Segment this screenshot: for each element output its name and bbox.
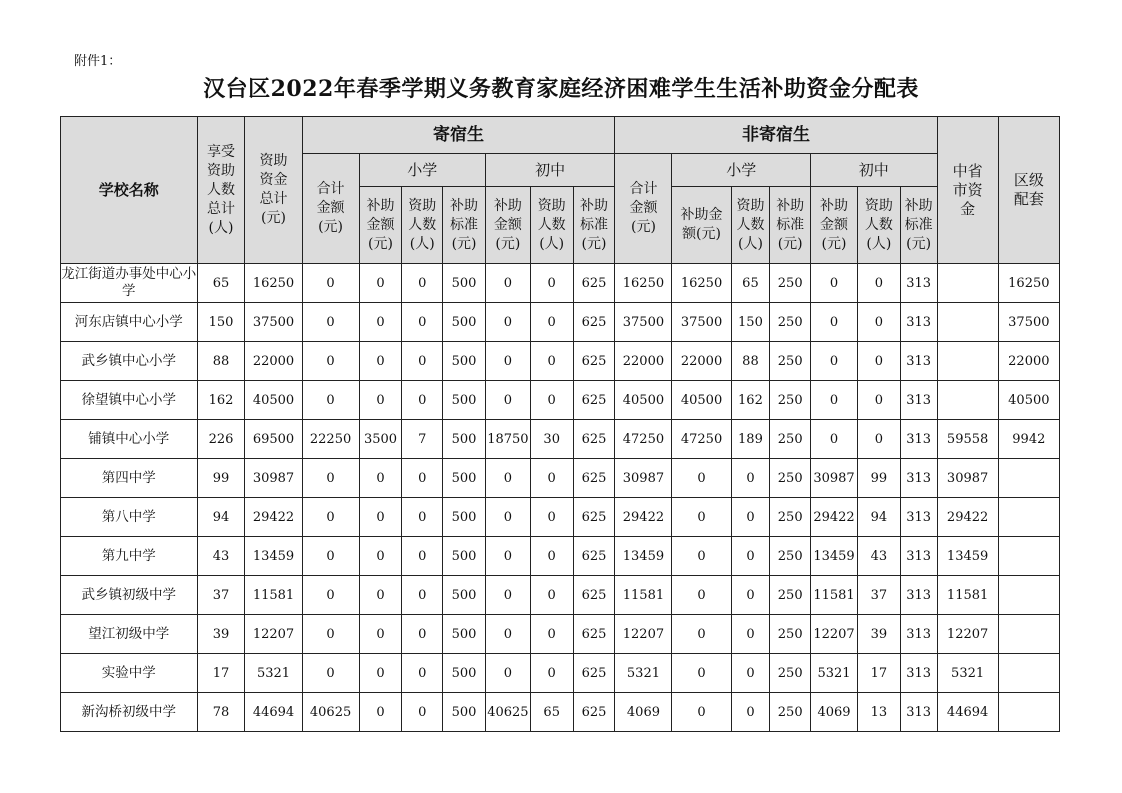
cell-b-primary-standard: 500 xyxy=(443,498,486,537)
cell-total-people: 65 xyxy=(197,264,245,303)
cell-nb-junior-standard: 313 xyxy=(900,537,937,576)
cell-nb-junior-standard: 313 xyxy=(900,420,937,459)
cell-nb-primary-count: 0 xyxy=(731,576,770,615)
header-boarding-primary: 小学 xyxy=(359,154,485,187)
cell-b-primary-count: 0 xyxy=(402,381,443,420)
cell-nb-junior-count: 0 xyxy=(857,420,900,459)
cell-b-primary-amount: 0 xyxy=(359,654,402,693)
cell-nb-primary-amount: 0 xyxy=(672,498,731,537)
cell-b-primary-count: 0 xyxy=(402,342,443,381)
cell-b-primary-standard: 500 xyxy=(443,459,486,498)
cell-nb-primary-standard: 250 xyxy=(770,420,811,459)
cell-nb-junior-standard: 313 xyxy=(900,498,937,537)
header-nonboarding-subtotal: 合计金额(元) xyxy=(615,154,672,264)
cell-nb-primary-standard: 250 xyxy=(770,576,811,615)
header-nb-primary-count: 资助人数(人) xyxy=(731,187,770,264)
cell-school-name: 望江初级中学 xyxy=(61,615,198,654)
cell-central-provincial: 44694 xyxy=(937,693,998,732)
cell-total-amount: 13459 xyxy=(245,537,302,576)
cell-total-amount: 5321 xyxy=(245,654,302,693)
cell-b-junior-standard: 625 xyxy=(573,459,615,498)
cell-b-primary-standard: 500 xyxy=(443,420,486,459)
cell-district: 16250 xyxy=(998,264,1059,303)
cell-b-primary-amount: 0 xyxy=(359,615,402,654)
cell-b-primary-amount: 0 xyxy=(359,459,402,498)
cell-central-provincial xyxy=(937,342,998,381)
cell-total-amount: 69500 xyxy=(245,420,302,459)
cell-b-junior-standard: 625 xyxy=(573,537,615,576)
cell-central-provincial: 11581 xyxy=(937,576,998,615)
table-row xyxy=(61,264,1060,303)
cell-total-amount: 16250 xyxy=(245,264,302,303)
cell-district xyxy=(998,459,1059,498)
cell-nonboarding-subtotal: 47250 xyxy=(615,420,672,459)
cell-boarding-subtotal: 0 xyxy=(302,342,359,381)
cell-b-primary-standard: 500 xyxy=(443,264,486,303)
cell-central-provincial xyxy=(937,264,998,303)
cell-school-name: 铺镇中心小学 xyxy=(61,420,198,459)
cell-nb-primary-standard: 250 xyxy=(770,264,811,303)
cell-nb-junior-count: 0 xyxy=(857,381,900,420)
cell-nb-junior-amount: 0 xyxy=(811,381,858,420)
cell-nb-junior-amount: 12207 xyxy=(811,615,858,654)
cell-total-amount: 40500 xyxy=(245,381,302,420)
cell-b-junior-standard: 625 xyxy=(573,303,615,342)
cell-central-provincial: 5321 xyxy=(937,654,998,693)
cell-nonboarding-subtotal: 13459 xyxy=(615,537,672,576)
cell-b-junior-count: 65 xyxy=(530,693,573,732)
cell-boarding-subtotal: 0 xyxy=(302,459,359,498)
cell-b-junior-standard: 625 xyxy=(573,576,615,615)
cell-nb-primary-amount: 0 xyxy=(672,654,731,693)
table-row xyxy=(61,342,1060,381)
cell-b-primary-standard: 500 xyxy=(443,303,486,342)
cell-nb-primary-count: 0 xyxy=(731,498,770,537)
cell-district xyxy=(998,654,1059,693)
cell-nonboarding-subtotal: 29422 xyxy=(615,498,672,537)
header-central-provincial: 中省市资金 xyxy=(937,117,998,264)
cell-nb-junior-count: 0 xyxy=(857,342,900,381)
cell-school-name: 徐望镇中心小学 xyxy=(61,381,198,420)
cell-nb-primary-count: 150 xyxy=(731,303,770,342)
cell-total-amount: 22000 xyxy=(245,342,302,381)
cell-total-people: 88 xyxy=(197,342,245,381)
cell-nb-junior-amount: 0 xyxy=(811,420,858,459)
cell-b-primary-amount: 0 xyxy=(359,693,402,732)
cell-b-junior-standard: 625 xyxy=(573,264,615,303)
cell-b-junior-amount: 0 xyxy=(485,459,530,498)
table-row xyxy=(61,537,1060,576)
cell-nb-junior-standard: 313 xyxy=(900,459,937,498)
cell-total-people: 99 xyxy=(197,459,245,498)
cell-b-junior-count: 0 xyxy=(530,654,573,693)
cell-nb-junior-standard: 313 xyxy=(900,693,937,732)
cell-b-primary-count: 7 xyxy=(402,420,443,459)
cell-b-junior-amount: 0 xyxy=(485,381,530,420)
attachment-label: 附件1： xyxy=(74,54,122,69)
cell-nb-junior-count: 17 xyxy=(857,654,900,693)
cell-nb-junior-count: 0 xyxy=(857,264,900,303)
cell-total-amount: 44694 xyxy=(245,693,302,732)
cell-total-people: 94 xyxy=(197,498,245,537)
cell-nonboarding-subtotal: 4069 xyxy=(615,693,672,732)
allocation-table xyxy=(60,116,1060,732)
table-row xyxy=(61,381,1060,420)
cell-boarding-subtotal: 0 xyxy=(302,303,359,342)
cell-nb-junior-amount: 29422 xyxy=(811,498,858,537)
cell-nonboarding-subtotal: 5321 xyxy=(615,654,672,693)
cell-b-primary-standard: 500 xyxy=(443,615,486,654)
cell-nb-primary-amount: 0 xyxy=(672,537,731,576)
cell-nb-junior-amount: 0 xyxy=(811,303,858,342)
cell-school-name: 第八中学 xyxy=(61,498,198,537)
cell-b-primary-count: 0 xyxy=(402,537,443,576)
cell-b-primary-count: 0 xyxy=(402,693,443,732)
table-body xyxy=(61,264,1060,732)
header-nb-primary-standard: 补助标准(元) xyxy=(770,187,811,264)
cell-nb-junior-amount: 13459 xyxy=(811,537,858,576)
cell-b-junior-amount: 18750 xyxy=(485,420,530,459)
cell-total-people: 37 xyxy=(197,576,245,615)
cell-school-name: 武乡镇初级中学 xyxy=(61,576,198,615)
cell-boarding-subtotal: 0 xyxy=(302,615,359,654)
cell-nb-primary-standard: 250 xyxy=(770,381,811,420)
cell-school-name: 武乡镇中心小学 xyxy=(61,342,198,381)
cell-nb-junior-standard: 313 xyxy=(900,342,937,381)
page-title: 汉台区2022年春季学期义务教育家庭经济困难学生生活补助资金分配表 xyxy=(203,76,919,102)
table-row xyxy=(61,498,1060,537)
header-nb-junior-count: 资助人数(人) xyxy=(857,187,900,264)
cell-nb-junior-standard: 313 xyxy=(900,303,937,342)
cell-b-primary-standard: 500 xyxy=(443,537,486,576)
cell-total-people: 43 xyxy=(197,537,245,576)
cell-nb-primary-amount: 0 xyxy=(672,615,731,654)
cell-b-junior-count: 0 xyxy=(530,576,573,615)
header-b-primary-count: 资助人数(人) xyxy=(402,187,443,264)
cell-b-primary-amount: 0 xyxy=(359,381,402,420)
header-nb-junior-amount: 补助金额(元) xyxy=(811,187,858,264)
cell-total-amount: 29422 xyxy=(245,498,302,537)
cell-b-primary-count: 0 xyxy=(402,264,443,303)
cell-b-junior-count: 0 xyxy=(530,303,573,342)
cell-nb-junior-standard: 313 xyxy=(900,654,937,693)
header-b-primary-amount: 补助金额(元) xyxy=(359,187,402,264)
cell-total-people: 17 xyxy=(197,654,245,693)
cell-b-primary-amount: 0 xyxy=(359,342,402,381)
cell-b-primary-amount: 3500 xyxy=(359,420,402,459)
cell-b-junior-amount: 0 xyxy=(485,576,530,615)
cell-b-primary-count: 0 xyxy=(402,303,443,342)
cell-central-provincial: 13459 xyxy=(937,537,998,576)
cell-district xyxy=(998,576,1059,615)
table-row xyxy=(61,654,1060,693)
cell-nonboarding-subtotal: 12207 xyxy=(615,615,672,654)
cell-b-junior-amount: 0 xyxy=(485,615,530,654)
cell-nb-primary-amount: 0 xyxy=(672,576,731,615)
cell-nb-junior-amount: 4069 xyxy=(811,693,858,732)
cell-district xyxy=(998,693,1059,732)
cell-nb-primary-count: 0 xyxy=(731,615,770,654)
cell-nb-junior-amount: 0 xyxy=(811,264,858,303)
table-row xyxy=(61,459,1060,498)
cell-central-provincial: 59558 xyxy=(937,420,998,459)
cell-b-primary-standard: 500 xyxy=(443,693,486,732)
cell-b-primary-standard: 500 xyxy=(443,381,486,420)
header-b-junior-amount: 补助金额(元) xyxy=(485,187,530,264)
cell-b-junior-amount: 40625 xyxy=(485,693,530,732)
cell-nb-junior-amount: 5321 xyxy=(811,654,858,693)
cell-district: 40500 xyxy=(998,381,1059,420)
cell-b-junior-standard: 625 xyxy=(573,693,615,732)
header-non-boarding: 非寄宿生 xyxy=(615,117,937,154)
cell-boarding-subtotal: 0 xyxy=(302,537,359,576)
cell-nb-primary-count: 0 xyxy=(731,537,770,576)
header-total-people: 享受资助人数总计(人) xyxy=(197,117,245,264)
header-total-amount: 资助资金总计(元) xyxy=(245,117,302,264)
cell-b-junior-count: 0 xyxy=(530,381,573,420)
cell-b-junior-amount: 0 xyxy=(485,537,530,576)
cell-b-junior-amount: 0 xyxy=(485,342,530,381)
cell-boarding-subtotal: 0 xyxy=(302,654,359,693)
cell-b-primary-standard: 500 xyxy=(443,342,486,381)
cell-boarding-subtotal: 0 xyxy=(302,264,359,303)
cell-b-primary-count: 0 xyxy=(402,459,443,498)
cell-nb-primary-count: 162 xyxy=(731,381,770,420)
cell-b-junior-standard: 625 xyxy=(573,654,615,693)
header-nb-junior-standard: 补助标准(元) xyxy=(900,187,937,264)
cell-total-amount: 12207 xyxy=(245,615,302,654)
cell-nb-junior-amount: 0 xyxy=(811,342,858,381)
cell-nb-junior-amount: 30987 xyxy=(811,459,858,498)
cell-nb-primary-standard: 250 xyxy=(770,303,811,342)
cell-b-junior-standard: 625 xyxy=(573,342,615,381)
table-row xyxy=(61,576,1060,615)
cell-b-junior-standard: 625 xyxy=(573,615,615,654)
cell-nonboarding-subtotal: 16250 xyxy=(615,264,672,303)
cell-nb-junior-count: 99 xyxy=(857,459,900,498)
cell-b-junior-amount: 0 xyxy=(485,264,530,303)
cell-nb-primary-amount: 0 xyxy=(672,693,731,732)
header-nb-primary-amount: 补助金额(元) xyxy=(672,187,731,264)
cell-total-amount: 30987 xyxy=(245,459,302,498)
table-row xyxy=(61,615,1060,654)
cell-district: 9942 xyxy=(998,420,1059,459)
cell-b-primary-count: 0 xyxy=(402,576,443,615)
cell-nb-junior-standard: 313 xyxy=(900,576,937,615)
cell-district xyxy=(998,615,1059,654)
cell-nb-primary-standard: 250 xyxy=(770,537,811,576)
cell-nonboarding-subtotal: 11581 xyxy=(615,576,672,615)
cell-b-primary-amount: 0 xyxy=(359,264,402,303)
cell-b-junior-standard: 625 xyxy=(573,420,615,459)
cell-nb-primary-standard: 250 xyxy=(770,693,811,732)
cell-total-people: 226 xyxy=(197,420,245,459)
cell-total-people: 162 xyxy=(197,381,245,420)
cell-total-people: 78 xyxy=(197,693,245,732)
cell-nb-primary-count: 0 xyxy=(731,693,770,732)
cell-nonboarding-subtotal: 37500 xyxy=(615,303,672,342)
cell-school-name: 河东店镇中心小学 xyxy=(61,303,198,342)
cell-nb-primary-count: 0 xyxy=(731,654,770,693)
cell-district xyxy=(998,498,1059,537)
cell-central-provincial xyxy=(937,303,998,342)
cell-b-junior-amount: 0 xyxy=(485,654,530,693)
cell-school-name: 新沟桥初级中学 xyxy=(61,693,198,732)
cell-b-primary-count: 0 xyxy=(402,498,443,537)
header-b-junior-count: 资助人数(人) xyxy=(530,187,573,264)
cell-b-junior-count: 30 xyxy=(530,420,573,459)
cell-nb-junior-count: 43 xyxy=(857,537,900,576)
cell-nb-primary-amount: 37500 xyxy=(672,303,731,342)
cell-nb-primary-amount: 16250 xyxy=(672,264,731,303)
cell-district: 37500 xyxy=(998,303,1059,342)
cell-central-provincial: 29422 xyxy=(937,498,998,537)
cell-nb-primary-amount: 40500 xyxy=(672,381,731,420)
cell-nb-primary-count: 0 xyxy=(731,459,770,498)
header-b-primary-standard: 补助标准(元) xyxy=(443,187,486,264)
table-header xyxy=(61,117,1060,264)
cell-b-junior-standard: 625 xyxy=(573,381,615,420)
cell-boarding-subtotal: 0 xyxy=(302,498,359,537)
cell-nb-junior-count: 13 xyxy=(857,693,900,732)
cell-b-junior-amount: 0 xyxy=(485,303,530,342)
cell-b-primary-count: 0 xyxy=(402,654,443,693)
cell-boarding-subtotal: 22250 xyxy=(302,420,359,459)
table-row xyxy=(61,693,1060,732)
header-boarding-junior: 初中 xyxy=(485,154,614,187)
cell-b-primary-amount: 0 xyxy=(359,537,402,576)
cell-central-provincial: 30987 xyxy=(937,459,998,498)
cell-b-junior-count: 0 xyxy=(530,498,573,537)
cell-nb-primary-count: 88 xyxy=(731,342,770,381)
cell-nb-primary-amount: 22000 xyxy=(672,342,731,381)
header-b-junior-standard: 补助标准(元) xyxy=(573,187,615,264)
cell-b-primary-standard: 500 xyxy=(443,654,486,693)
cell-boarding-subtotal: 0 xyxy=(302,576,359,615)
cell-nb-primary-standard: 250 xyxy=(770,654,811,693)
cell-b-primary-count: 0 xyxy=(402,615,443,654)
cell-nonboarding-subtotal: 22000 xyxy=(615,342,672,381)
cell-school-name: 龙江街道办事处中心小学 xyxy=(61,264,198,303)
cell-b-junior-count: 0 xyxy=(530,615,573,654)
cell-total-amount: 11581 xyxy=(245,576,302,615)
cell-nb-junior-amount: 11581 xyxy=(811,576,858,615)
cell-nb-primary-amount: 47250 xyxy=(672,420,731,459)
cell-b-junior-count: 0 xyxy=(530,459,573,498)
header-nonboarding-primary: 小学 xyxy=(672,154,811,187)
table-row xyxy=(61,303,1060,342)
header-district: 区级配套 xyxy=(998,117,1059,264)
cell-nb-primary-count: 65 xyxy=(731,264,770,303)
table-row xyxy=(61,420,1060,459)
header-boarding-subtotal: 合计金额(元) xyxy=(302,154,359,264)
cell-nb-primary-standard: 250 xyxy=(770,498,811,537)
cell-nb-junior-count: 94 xyxy=(857,498,900,537)
cell-b-junior-count: 0 xyxy=(530,264,573,303)
cell-b-primary-amount: 0 xyxy=(359,303,402,342)
cell-central-provincial xyxy=(937,381,998,420)
cell-central-provincial: 12207 xyxy=(937,615,998,654)
cell-b-primary-amount: 0 xyxy=(359,498,402,537)
cell-nb-primary-amount: 0 xyxy=(672,459,731,498)
header-nonboarding-junior: 初中 xyxy=(811,154,937,187)
cell-nb-junior-count: 0 xyxy=(857,303,900,342)
header-school-name: 学校名称 xyxy=(61,117,198,264)
cell-nonboarding-subtotal: 30987 xyxy=(615,459,672,498)
cell-nb-junior-standard: 313 xyxy=(900,264,937,303)
cell-total-people: 150 xyxy=(197,303,245,342)
cell-nb-junior-standard: 313 xyxy=(900,615,937,654)
cell-nonboarding-subtotal: 40500 xyxy=(615,381,672,420)
cell-b-primary-amount: 0 xyxy=(359,576,402,615)
cell-nb-junior-standard: 313 xyxy=(900,381,937,420)
cell-nb-primary-standard: 250 xyxy=(770,615,811,654)
cell-nb-junior-count: 37 xyxy=(857,576,900,615)
cell-school-name: 第九中学 xyxy=(61,537,198,576)
cell-b-junior-standard: 625 xyxy=(573,498,615,537)
cell-district xyxy=(998,537,1059,576)
cell-total-amount: 37500 xyxy=(245,303,302,342)
cell-total-people: 39 xyxy=(197,615,245,654)
cell-b-primary-standard: 500 xyxy=(443,576,486,615)
cell-b-junior-count: 0 xyxy=(530,342,573,381)
cell-boarding-subtotal: 40625 xyxy=(302,693,359,732)
cell-nb-primary-standard: 250 xyxy=(770,342,811,381)
cell-nb-junior-count: 39 xyxy=(857,615,900,654)
cell-nb-primary-count: 189 xyxy=(731,420,770,459)
header-boarding: 寄宿生 xyxy=(302,117,615,154)
cell-boarding-subtotal: 0 xyxy=(302,381,359,420)
cell-nb-primary-standard: 250 xyxy=(770,459,811,498)
cell-b-junior-count: 0 xyxy=(530,537,573,576)
cell-district: 22000 xyxy=(998,342,1059,381)
cell-school-name: 第四中学 xyxy=(61,459,198,498)
cell-b-junior-amount: 0 xyxy=(485,498,530,537)
cell-school-name: 实验中学 xyxy=(61,654,198,693)
